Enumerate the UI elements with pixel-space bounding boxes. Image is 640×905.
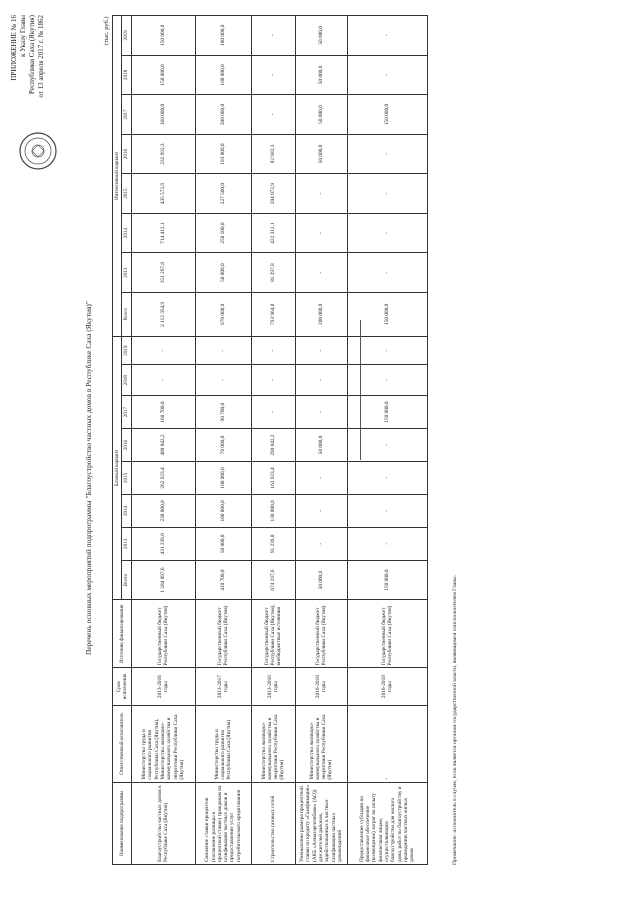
intensive-value-cell: 232 992,3 [131,134,195,174]
intensive-value-cell: - [295,174,347,214]
base-value-cell: 70 000,0 [195,429,251,462]
appendix-block [10,15,46,205]
base-value-cell: 50 000,0 [195,527,251,560]
term-cell: 2016-2018 годы [347,668,427,705]
intensive-value-cell: - [295,213,347,253]
base-value-cell: - [251,396,295,429]
executor-cell: Министерство жилищно-коммунального хозяйства и энергетики Республики Саха (Якутия) [251,705,295,782]
header-year: 2019 [122,16,131,56]
measure-name-cell: Предоставление субсидии на финансовое обеспечение (возмещение) затрат на оплату физическим лицам, осуществляющим благоустройство для жилого дома, работ по благоустройству и проведению частных жилых домов [347,782,427,864]
intensive-value-cell: 200 000,0 [195,95,251,135]
intensive-value-cell: 150 000,0 [131,55,195,95]
intensive-value-cell: - [251,16,295,56]
source-cell: Государственный бюджет Республики Саха (Якутия) [295,600,347,668]
intensive-value-cell: 200 000,0 [295,292,347,336]
base-value-cell: - [251,336,295,365]
header-year: 2014 [122,494,131,527]
header-name: Наименование подпрограммы [113,782,132,864]
intensive-value-cell: 100 000,0 [195,55,251,95]
intensive-value-cell: - [251,95,295,135]
source-cell: Государственный бюджет Республики Саха (Якутия) [195,600,251,668]
header-year: 2016 [122,429,131,462]
header-executor: Ответственный исполнитель [113,705,132,782]
base-value-cell: - [347,429,427,462]
base-value-cell: 160 700,0 [131,396,195,429]
intensive-value-cell: 422 312,1 [251,213,295,253]
base-value-cell: 150 000,0 [347,560,427,600]
header-total: Всего [122,292,131,336]
base-value-cell: 290 042,2 [251,429,295,462]
base-value-cell: - [295,336,347,365]
intensive-value-cell: 150 000,0 [347,95,427,135]
base-value-cell: - [295,396,347,429]
header-year: 2017 [122,396,131,429]
term-cell: 2013-2016 годы [251,668,295,705]
header-year: 2015 [122,462,131,495]
base-value-cell: 90 700,0 [195,396,251,429]
appendix-line: ПРИЛОЖЕНИЕ № 16 [10,15,18,81]
header-year: 2018 [122,365,131,396]
header-year: 2015 [122,174,131,214]
base-value-cell: 100 000,0 [195,462,251,495]
table-row [295,16,347,865]
signature-line [360,320,361,460]
intensive-value-cell: 970 000,0 [195,292,251,336]
appendix-line: Республики Саха (Якутия) [28,15,36,95]
base-value-cell: - [195,336,251,365]
intensive-value-cell: 150 000,0 [347,292,427,336]
header-intensive: Интенсивный вариант [113,16,122,337]
appendix-line: от 13 апреля 2017 г. № 1862 [37,15,45,98]
base-value-cell: - [195,365,251,396]
header-term: Срок исполнения [113,668,132,705]
measure-name-cell: Благоустройство частных домов в Республике Саха (Якутия) [131,782,195,864]
intensive-value-cell: - [347,55,427,95]
base-value-cell: 674 197,6 [251,560,295,600]
base-value-cell: 50 000,0 [295,560,347,600]
base-value-cell: 162 923,4 [251,462,295,495]
base-value-cell: - [131,365,195,396]
intensive-value-cell: - [347,213,427,253]
intensive-value-cell: 81 297,8 [251,253,295,293]
base-value-cell: - [347,462,427,495]
header-source: Источник финансирования [113,600,132,668]
base-value-cell: - [295,462,347,495]
intensive-value-cell: 193 000,0 [195,134,251,174]
base-value-cell: - [295,494,347,527]
base-value-cell: - [295,527,347,560]
table-row [131,16,195,865]
intensive-value-cell: 435 572,9 [131,174,195,214]
intensive-value-cell: 82 982,3 [251,134,295,174]
page-title: Перечень основных мероприятий подпрограммы "Благоустройство частных домов в Республике Саха (Якутия)" [84,301,93,655]
footnote: Примечание: исполнитель в случае, если является органом государственной власти, являющимся соисполнителем Главы. [452,574,458,865]
base-value-cell: 150 000,0 [347,396,427,429]
intensive-value-cell: 714 412,1 [131,213,195,253]
header-year: 2013 [122,527,131,560]
intensive-value-cell: 2 112 354,9 [131,292,195,336]
header-year: 2014 [122,213,131,253]
base-value-cell: 400 042,2 [131,429,195,462]
executor-cell: - [347,705,427,782]
intensive-value-cell: 227 500,0 [195,174,251,214]
intensive-value-cell: 150 000,0 [131,16,195,56]
term-cell: 2016-2018 годы [295,668,347,705]
unit-label: (тыс. руб.) [103,16,110,45]
header-year: 2019 [122,336,131,365]
table-row [251,16,295,865]
executor-cell: Министерство труда и социального развития Республики Саха (Якутия), Министерство жилищно-коммунального хозяйства и энергетики Республики Саха (Якутия) [131,705,195,782]
intensive-value-cell: 50 000,0 [295,16,347,56]
intensive-value-cell: 50 000,0 [295,134,347,174]
source-cell: Государственный бюджет Республики Саха (Якутия) [131,600,195,668]
base-value-cell: 262 923,4 [131,462,195,495]
term-cell: 2013-2017 годы [195,668,251,705]
intensive-value-cell: - [295,253,347,293]
base-value-cell: 91 239,0 [251,527,295,560]
intensive-value-cell: 250 100,0 [195,213,251,253]
base-value-cell: - [347,365,427,396]
base-value-cell: 50 000,0 [295,429,347,462]
base-value-cell: - [295,365,347,396]
intensive-value-cell: 100 000,0 [195,16,251,56]
base-value-cell: 431 239,0 [131,527,195,560]
base-value-cell: - [347,336,427,365]
intensive-value-cell: - [347,134,427,174]
base-value-cell: 130 000,0 [251,494,295,527]
base-value-cell: - [347,527,427,560]
term-cell: 2013-2016 годы [131,668,195,705]
intensive-value-cell: - [347,174,427,214]
header-year: 2018 [122,55,131,95]
header-year: 2016 [122,134,131,174]
measures-table [112,15,428,865]
intensive-value-cell: - [347,253,427,293]
seal-stamp-icon [18,131,58,171]
table-row [195,16,251,865]
header-year: 2013 [122,253,131,293]
header-base: Базовый вариант [113,336,122,600]
executor-cell: Министерство труда и социального развития Республики Саха (Якутия) [195,705,251,782]
measure-name-cell: Снижение ставки процентов (погашение разницы в процентной ставке) гражданам на газификацию частных домов и предоставление услуг потребительского кредитования [195,782,251,864]
appendix-line: к Указу Главы [19,15,27,57]
intensive-value-cell: 50 000,0 [295,55,347,95]
base-value-cell: 410 700,0 [195,560,251,600]
source-cell: Государственный бюджет Республики Саха (Якутия), внебюджетные источники [251,600,295,668]
intensive-value-cell: 50 000,0 [295,95,347,135]
base-value-cell: - [347,494,427,527]
base-value-cell: 230 000,0 [131,494,195,527]
base-value-cell: - [251,365,295,396]
executor-cell: Министерство жилищно-коммунального хозяйства и энергетики Республики Саха (Якутия) [295,705,347,782]
intensive-value-cell: - [347,16,427,56]
source-cell: Государственный бюджет Республики Саха (Якутия) [347,600,427,668]
intensive-value-cell: 160 000,0 [131,95,195,135]
intensive-value-cell: - [251,55,295,95]
intensive-value-cell: 204 072,9 [251,174,295,214]
base-value-cell: 1 284 897,6 [131,560,195,600]
header-year: 2017 [122,95,131,135]
intensive-value-cell: 50 000,0 [195,253,251,293]
measure-name-cell: Строительство газовых сетей [251,782,295,864]
measure-name-cell: Уменьшение размера процентной ставки по кредиту «Газификация» (АКБ «Алмазэргиэнбанк» (АО)) для жителей районов, задействованных в частных газификации частных домовладений [295,782,347,864]
intensive-value-cell: 151 297,8 [131,253,195,293]
header-total: Всего [122,560,131,600]
base-value-cell: - [131,336,195,365]
intensive-value-cell: 793 964,8 [251,292,295,336]
base-value-cell: 100 000,0 [195,494,251,527]
